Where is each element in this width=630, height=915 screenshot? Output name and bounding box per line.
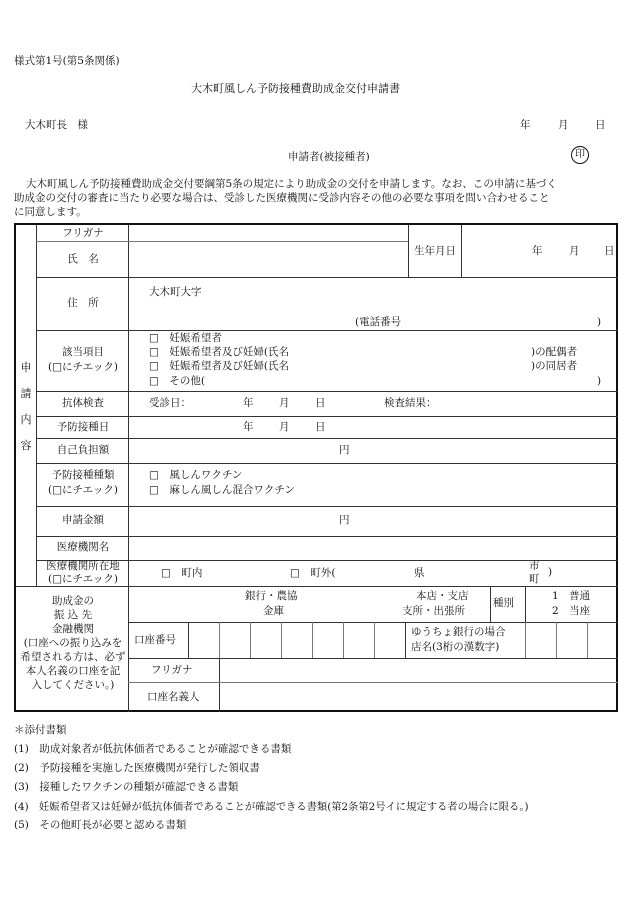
self-pay-unit: 円 <box>339 444 350 456</box>
antibody-label: 抗体検査 <box>62 397 104 409</box>
attachment-item: (3) 接種したワクチンの種類が確認できる書類 <box>14 781 239 793</box>
date-day: 日 <box>595 119 606 131</box>
category-suffix-spouse: )の配偶者 <box>531 346 578 358</box>
furigana-label: フリガナ <box>62 227 104 239</box>
clinic-location-sub: (□にチエック) <box>48 573 118 585</box>
request-amount-unit: 円 <box>339 514 350 526</box>
category-option-3[interactable]: □ 妊娠希望者及び妊婦(氏名 <box>149 360 290 372</box>
attachment-item: (4) 妊娠希望者又は妊婦が低抗体価者であることが確認できる書類(第2条第2号イに規定する者の場合に限る。) <box>14 801 529 813</box>
vacc-day-unit: 日 <box>315 421 326 433</box>
category-option-4[interactable]: □ その他( <box>149 375 206 387</box>
account-number-label: 口座番号 <box>134 634 176 646</box>
bank-type-2: 金庫 <box>263 605 284 617</box>
attachment-item: (5) その他町長が必要と認める書類 <box>14 819 187 831</box>
vaccine-type-label: 予防接種種類 <box>51 469 115 481</box>
category-option-1[interactable]: □ 妊娠希望者 <box>149 332 222 344</box>
vaccine-option-rubella[interactable]: □ 風しんワクチン <box>149 469 243 481</box>
document-title: 大木町風しん予防接種費助成金交付申請書 <box>191 82 400 95</box>
clinic-out-town-option[interactable]: □ 町外( <box>290 567 336 579</box>
vaccination-date-label: 予防接種日 <box>56 421 110 433</box>
vaccine-option-mr[interactable]: □ 麻しん風しん混合ワクチン <box>149 484 295 496</box>
attachments-heading: ＊添付書類 <box>14 724 67 736</box>
address-label: 住 所 <box>67 297 99 309</box>
antibody-result-label: 検査結果： <box>384 397 437 409</box>
yucho-note-2: 店名(3桁の漢数字) <box>411 641 500 653</box>
phone-close: ) <box>597 316 602 328</box>
name-field[interactable] <box>129 242 407 276</box>
birth-month-unit: 月 <box>569 245 580 257</box>
clinic-name-label: 医療機関名 <box>56 541 110 553</box>
application-form-table <box>14 223 618 712</box>
account-kind-label: 種別 <box>493 597 514 609</box>
vacc-year-unit: 年 <box>243 421 254 433</box>
name-label: 氏 名 <box>67 253 99 265</box>
antibody-year-unit: 年 <box>243 397 254 409</box>
birthdate-label: 生年月日 <box>414 245 456 257</box>
address-value[interactable]: 大木町大字 <box>149 286 202 298</box>
vaccine-type-sub: (□にチエック) <box>48 484 118 496</box>
side-label: 申 請 内 容 <box>20 361 32 452</box>
category-suffix-close: ) <box>597 375 602 387</box>
applicant-label: 申請者(被接種者) <box>288 151 370 163</box>
category-suffix-cohabitant: )の同居者 <box>531 360 578 372</box>
self-pay-label: 自己負担額 <box>56 444 110 456</box>
holder-name-field[interactable] <box>221 684 616 711</box>
statement-line-2: 助成金の交付の審査に当たり必要な場合は、受診した医療機関に受診内容その他の必要な事項を問い合わせること <box>14 192 550 204</box>
branch-type-2: 支所・出張所 <box>402 605 465 617</box>
holder-name-label: 口座名義人 <box>147 691 200 703</box>
yucho-note-1: ゆうちょ銀行の場合 <box>411 626 506 638</box>
seal-mark: 印 <box>571 146 589 164</box>
request-amount-label: 申請金額 <box>62 514 104 526</box>
clinic-in-town-option[interactable]: □ 町内 <box>161 567 203 579</box>
attachment-item: (2) 予防接種を実施した医療機関が発行した領収書 <box>14 762 260 774</box>
furigana-field[interactable] <box>129 226 407 240</box>
branch-type-1: 本店・支店 <box>416 590 469 602</box>
city-close: ) <box>548 566 553 578</box>
birth-year-unit: 年 <box>532 245 543 257</box>
attachment-item: (1) 助成対象者が低抗体価者であることが確認できる書類 <box>14 743 292 755</box>
holder-furigana-field[interactable] <box>221 660 616 681</box>
clinic-location-label: 医療機関所在地 <box>46 560 120 572</box>
holder-furigana-label: フリガナ <box>151 664 193 676</box>
category-label: 該当項目 <box>62 346 104 358</box>
date-month: 月 <box>558 119 569 131</box>
bank-block-label: 助成金の 振 込 先 金融機関 (口座への振り込みを 希望される方は、必ず 本人名義の口座を記 入してください。) <box>20 595 126 691</box>
category-sub: (□にチエック) <box>48 361 118 373</box>
birth-day-unit: 日 <box>604 245 615 257</box>
account-kind-ordinary[interactable]: 1 普通 <box>552 590 591 602</box>
statement-line-1: 大木町風しん予防接種費助成金交付要綱第5条の規定により助成金の交付を申請します。なお、この申請に基づく <box>26 178 557 190</box>
account-kind-current[interactable]: 2 当座 <box>552 605 591 617</box>
antibody-day-unit: 日 <box>315 397 326 409</box>
date-year: 年 <box>520 119 531 131</box>
form-number: 様式第1号(第5条関係) <box>14 55 120 67</box>
statement-line-3: に同意します。 <box>14 206 87 218</box>
prefecture-unit: 県 <box>414 567 425 579</box>
city-machi-unit: 町 <box>529 573 540 585</box>
bank-type-1: 銀行・農協 <box>245 590 298 602</box>
phone-label: (電話番号 <box>355 316 402 328</box>
antibody-date-label: 受診日： <box>149 397 191 409</box>
vacc-month-unit: 月 <box>279 421 290 433</box>
antibody-month-unit: 月 <box>279 397 290 409</box>
addressee: 大木町長 様 <box>25 119 88 131</box>
category-option-2[interactable]: □ 妊娠希望者及び妊婦(氏名 <box>149 346 290 358</box>
city-shi-unit: 市 <box>529 560 540 572</box>
